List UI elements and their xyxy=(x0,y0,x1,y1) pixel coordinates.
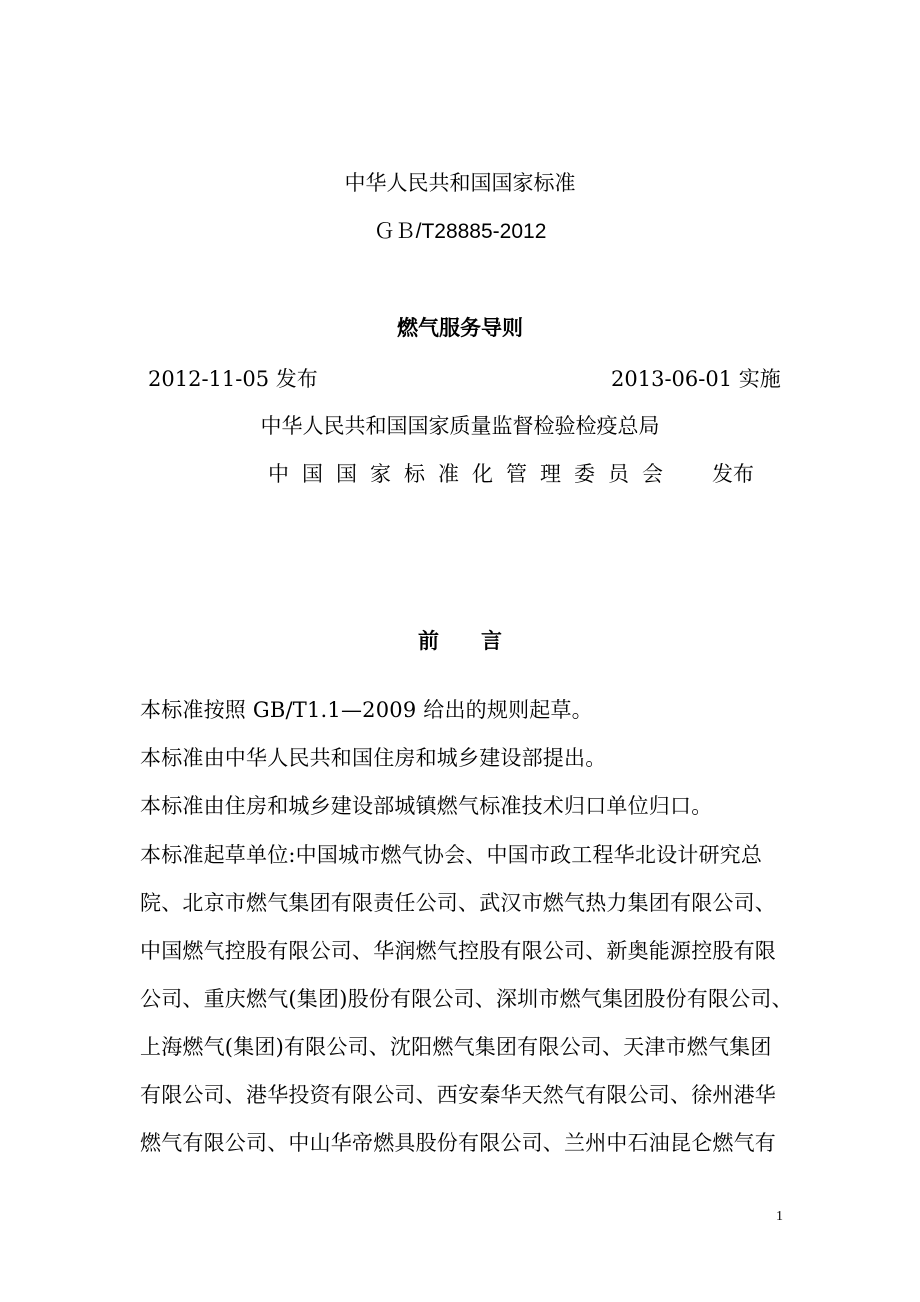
issuer-publish-label: 发布 xyxy=(712,462,754,486)
foreword-line: 上海燃气(集团)有限公司、沈阳燃气集团有限公司、天津市燃气集团 xyxy=(140,1035,772,1059)
foreword-line: 本标准按照 GB/T1.1—2009 给出的规则起草。 xyxy=(140,698,593,722)
foreword-title: 前 言 xyxy=(418,629,502,653)
foreword-line: 有限公司、港华投资有限公司、西安秦华天然气有限公司、徐州港华 xyxy=(140,1083,776,1107)
foreword-line: 本标准由中华人民共和国住房和城乡建设部提出。 xyxy=(140,746,607,770)
foreword-line: 公司、重庆燃气(集团)股份有限公司、深圳市燃气集团股份有限公司、 xyxy=(140,987,793,1011)
release-date: 2012-11-05 发布 xyxy=(148,367,318,391)
foreword-line: 本标准由住房和城乡建设部城镇燃气标准技术归口单位归口。 xyxy=(140,794,713,818)
document-title: 燃气服务导则 xyxy=(397,316,523,340)
foreword-line: 中国燃气控股有限公司、华润燃气控股有限公司、新奥能源控股有限 xyxy=(140,939,776,963)
foreword-line: 燃气有限公司、中山华帝燃具股份有限公司、兰州中石油昆仑燃气有 xyxy=(140,1131,776,1155)
implement-date: 2013-06-01 实施 xyxy=(611,367,781,391)
page-number: 1 xyxy=(776,1209,783,1224)
foreword-line: 本标准起草单位:中国城市燃气协会、中国市政工程华北设计研究总 xyxy=(140,843,763,867)
foreword-line: 院、北京市燃气集团有限责任公司、武汉市燃气热力集团有限公司、 xyxy=(140,891,776,915)
national-standard-heading: 中华人民共和国国家标准 xyxy=(344,171,576,195)
standard-number: ＧＢ/T28885-2012 xyxy=(373,220,547,243)
issuer-sac: 中国国家标准化管理委员会 xyxy=(268,462,676,486)
issuer-aqsiq: 中华人民共和国国家质量监督检验检疫总局 xyxy=(260,414,660,438)
